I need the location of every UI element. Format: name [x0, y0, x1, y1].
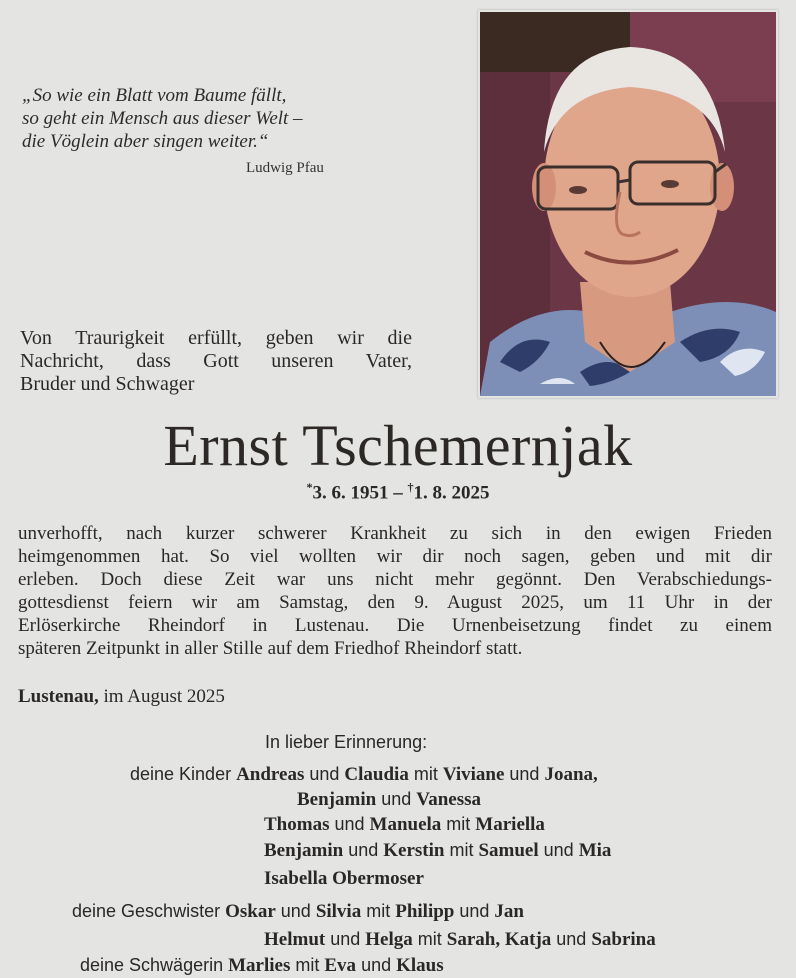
announcement-body	[18, 522, 772, 660]
connector: und	[538, 840, 579, 860]
children-label: deine Kinder	[130, 764, 237, 784]
quote-author: Ludwig Pfau	[246, 160, 324, 176]
connector: mit	[290, 955, 325, 975]
mourner-name: Claudia	[344, 764, 409, 785]
mourner-name: Sarah, Katja	[446, 929, 552, 950]
mourner-name: Silvia	[315, 901, 362, 922]
connector: und	[275, 901, 316, 921]
mourner-name: Andreas	[236, 764, 305, 785]
mourners-children-row-5	[264, 866, 424, 891]
mourner-name: Kerstin	[383, 840, 445, 861]
connector: mit	[441, 814, 476, 834]
connector: mit	[444, 840, 479, 860]
mourners-sister-in-law-row	[80, 953, 444, 978]
date-separator: –	[388, 482, 408, 504]
intro-line: Nachricht, dass Gott unseren Vater,	[20, 350, 412, 372]
siblings-label: deine Geschwister	[72, 901, 226, 921]
mourner-name: Mia	[578, 840, 612, 861]
mourner-name: Isabella Obermoser	[264, 868, 424, 889]
quote-line: die Vöglein aber singen weiter.“	[22, 131, 269, 152]
mourner-name: Helmut	[264, 929, 326, 950]
mourners-children-row-2	[297, 787, 481, 812]
mourner-name: Samuel	[478, 840, 539, 861]
place-date	[18, 686, 225, 708]
mourner-name: Oskar	[225, 901, 276, 922]
connector: und	[304, 764, 345, 784]
connector: und	[325, 929, 366, 949]
birth-date: 3. 6. 1951	[312, 482, 389, 504]
mourners-children-row-1	[130, 762, 598, 787]
mourner-name: Eva	[324, 955, 357, 976]
mourners-siblings-row-2	[264, 927, 656, 952]
connector: und	[329, 814, 370, 834]
mourner-name: Mariella	[475, 814, 545, 835]
connector: und	[454, 901, 495, 921]
mourner-name: Thomas	[264, 814, 330, 835]
intro-text	[20, 327, 412, 396]
mourner-name: Jan	[494, 901, 524, 922]
mourner-name: Marlies	[228, 955, 291, 976]
connector: und	[551, 929, 592, 949]
body-line: heimgenommen hat. So viel wollten wir dir noch sagen, geben und mit dir	[18, 546, 772, 567]
place-date-text: im August 2025	[98, 686, 225, 707]
mourner-name: Manuela	[369, 814, 442, 835]
place-city: Lustenau,	[18, 686, 99, 707]
signoff: In lieber Erinnerung:	[265, 732, 428, 752]
connector: mit	[361, 901, 396, 921]
mourners-siblings-row-1	[72, 899, 524, 924]
mourner-name: Philipp	[395, 901, 455, 922]
body-line: Erlöserkirche Rheindorf in Lustenau. Die Urnenbeisetzung findet zu einem	[18, 615, 772, 636]
life-dates	[0, 480, 796, 504]
death-date: 1. 8. 2025	[413, 482, 490, 504]
mourner-name: Helga	[365, 929, 413, 950]
intro-line: Bruder und Schwager	[20, 373, 195, 395]
intro-line: Von Traurigkeit erfüllt, geben wir die	[20, 327, 412, 349]
mourner-name: Klaus	[396, 955, 444, 976]
mourner-name: Vanessa	[416, 789, 481, 810]
mourner-name: Sabrina	[591, 929, 656, 950]
connector: und	[343, 840, 384, 860]
cross-icon: †	[407, 480, 414, 494]
connector: mit	[412, 929, 447, 949]
connector: und	[504, 764, 545, 784]
portrait-photo	[480, 12, 776, 396]
body-line: gottesdienst feiern wir am Samstag, den 9. August 2025, um 11 Uhr in der	[18, 592, 772, 613]
body-line: unverhofft, nach kurzer schwerer Krankheit zu sich in den ewigen Frieden	[18, 523, 772, 544]
epigraph-quote	[22, 84, 382, 153]
connector: mit	[408, 764, 443, 784]
portrait-photo-icon	[480, 12, 776, 396]
sister-in-law-label: deine Schwägerin	[80, 955, 229, 975]
birth-symbol: *	[306, 480, 313, 494]
connector: und	[376, 789, 417, 809]
deceased-name: Ernst Tschemernjak	[163, 413, 633, 478]
mourner-name: Joana,	[544, 764, 598, 785]
body-line: erleben. Doch diese Zeit war uns nicht mehr gegönnt. Den Verabschiedungs-	[18, 569, 772, 590]
mourners-children-row-3	[264, 812, 545, 837]
mourner-name: Viviane	[442, 764, 505, 785]
quote-line: so geht ein Mensch aus dieser Welt –	[22, 108, 303, 129]
mourner-name: Benjamin	[264, 840, 344, 861]
body-line: späteren Zeitpunkt in aller Stille auf dem Friedhof Rheindorf statt.	[18, 638, 523, 659]
mourner-name: Benjamin	[297, 789, 377, 810]
quote-line: „So wie ein Blatt vom Baume fällt,	[22, 85, 287, 106]
connector: und	[356, 955, 397, 975]
mourners-children-row-4	[264, 838, 611, 863]
